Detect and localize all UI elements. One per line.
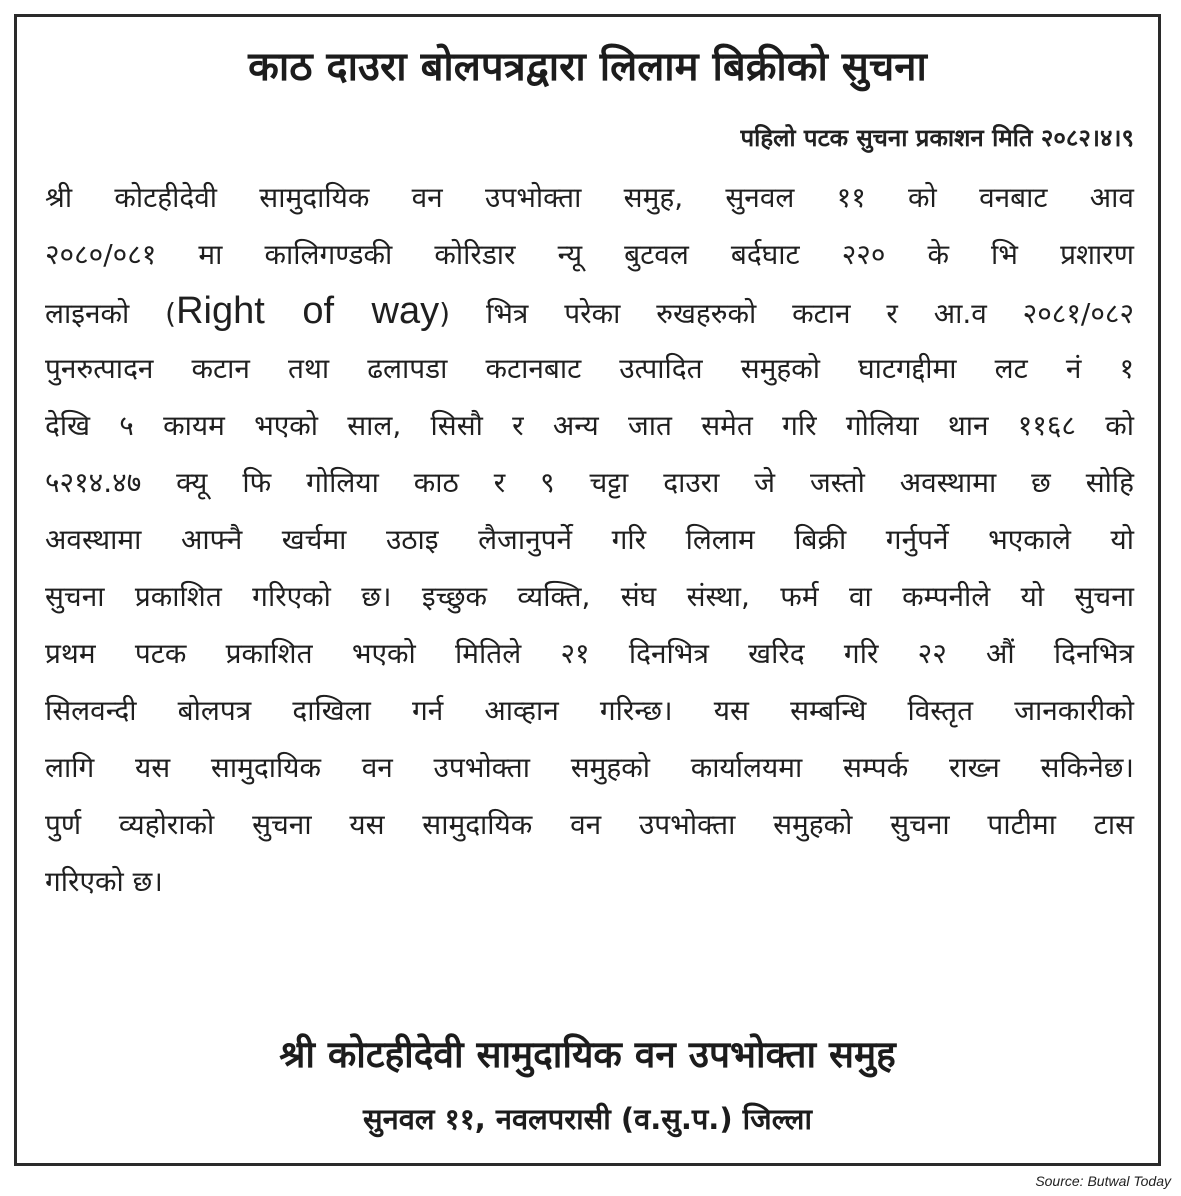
body-line: २०८०/०८१ मा कालिगण्डकी कोरिडार न्यू बुटवल बर्दघाट २२० के भि प्रशारण: [45, 238, 1134, 271]
organization-address: सुनवल ११, नवलपरासी (व.सु.प.) जिल्ला: [363, 1102, 812, 1136]
body-text: लाइनको: [45, 297, 130, 330]
body-text: भित्र परेका रुखहरुको कटान र आ.व २०८१/०८२: [485, 297, 1135, 330]
body-line: अवस्थामा आफ्नै खर्चमा उठाइ लैजानुपर्ने गरि लिलाम बिक्री गर्नुपर्ने भएकाले यो: [45, 523, 1134, 556]
body-line: गरिएको छ।: [45, 865, 163, 898]
body-line: प्रथम पटक प्रकाशित भएको मितिले २१ दिनभित्र खरिद गरि २२ औं दिनभित्र: [45, 637, 1134, 670]
notice-body: [45, 169, 1134, 910]
notice-title: काठ दाउरा बोलपत्रद्वारा लिलाम बिक्रीको सुचना: [248, 44, 927, 90]
body-line: लाइनको (Right of way) भित्र परेका रुखहरुको कटान र आ.व २०८१/०८२: [45, 290, 1135, 332]
notice-box: [14, 14, 1161, 1166]
publication-date: पहिलो पटक सुचना प्रकाशन मिति २०८२।४।९: [740, 124, 1134, 152]
body-line: सुचना प्रकाशित गरिएको छ। इच्छुक व्यक्ति, संघ संस्था, फर्म वा कम्पनीले यो सुचना: [45, 580, 1134, 613]
source-credit: Source: Butwal Today: [1035, 1173, 1171, 1189]
body-line: लागि यस सामुदायिक वन उपभोक्ता समुहको कार्यालयमा सम्पर्क राख्न सकिनेछ।: [45, 751, 1134, 784]
body-line: सिलवन्दी बोलपत्र दाखिला गर्न आव्हान गरिन्छ। यस सम्बन्धि विस्तृत जानकारीको: [45, 694, 1134, 727]
body-line: पुनरुत्पादन कटान तथा ढलापडा कटानबाट उत्पादित समुहको घाटगद्दीमा लट नं १: [45, 352, 1134, 385]
body-line: श्री कोटहीदेवी सामुदायिक वन उपभोक्ता समुह, सुनवल ११ को वनबाट आव: [45, 181, 1134, 214]
body-line: देखि ५ कायम भएको साल, सिसौ र अन्य जात समेत गरि गोलिया थान ११६८ को: [45, 409, 1134, 442]
organization-name: श्री कोटहीदेवी सामुदायिक वन उपभोक्ता समुह: [279, 1033, 896, 1076]
body-line: पुर्ण व्यहोराको सुचना यस सामुदायिक वन उपभोक्ता समुहको सुचना पाटीमा टास: [45, 808, 1134, 841]
right-of-way-text: Right of way: [176, 290, 440, 332]
body-line: ५२१४.४७ क्यू फि गोलिया काठ र ९ चट्टा दाउरा जे जस्तो अवस्थामा छ सोहि: [45, 466, 1134, 499]
